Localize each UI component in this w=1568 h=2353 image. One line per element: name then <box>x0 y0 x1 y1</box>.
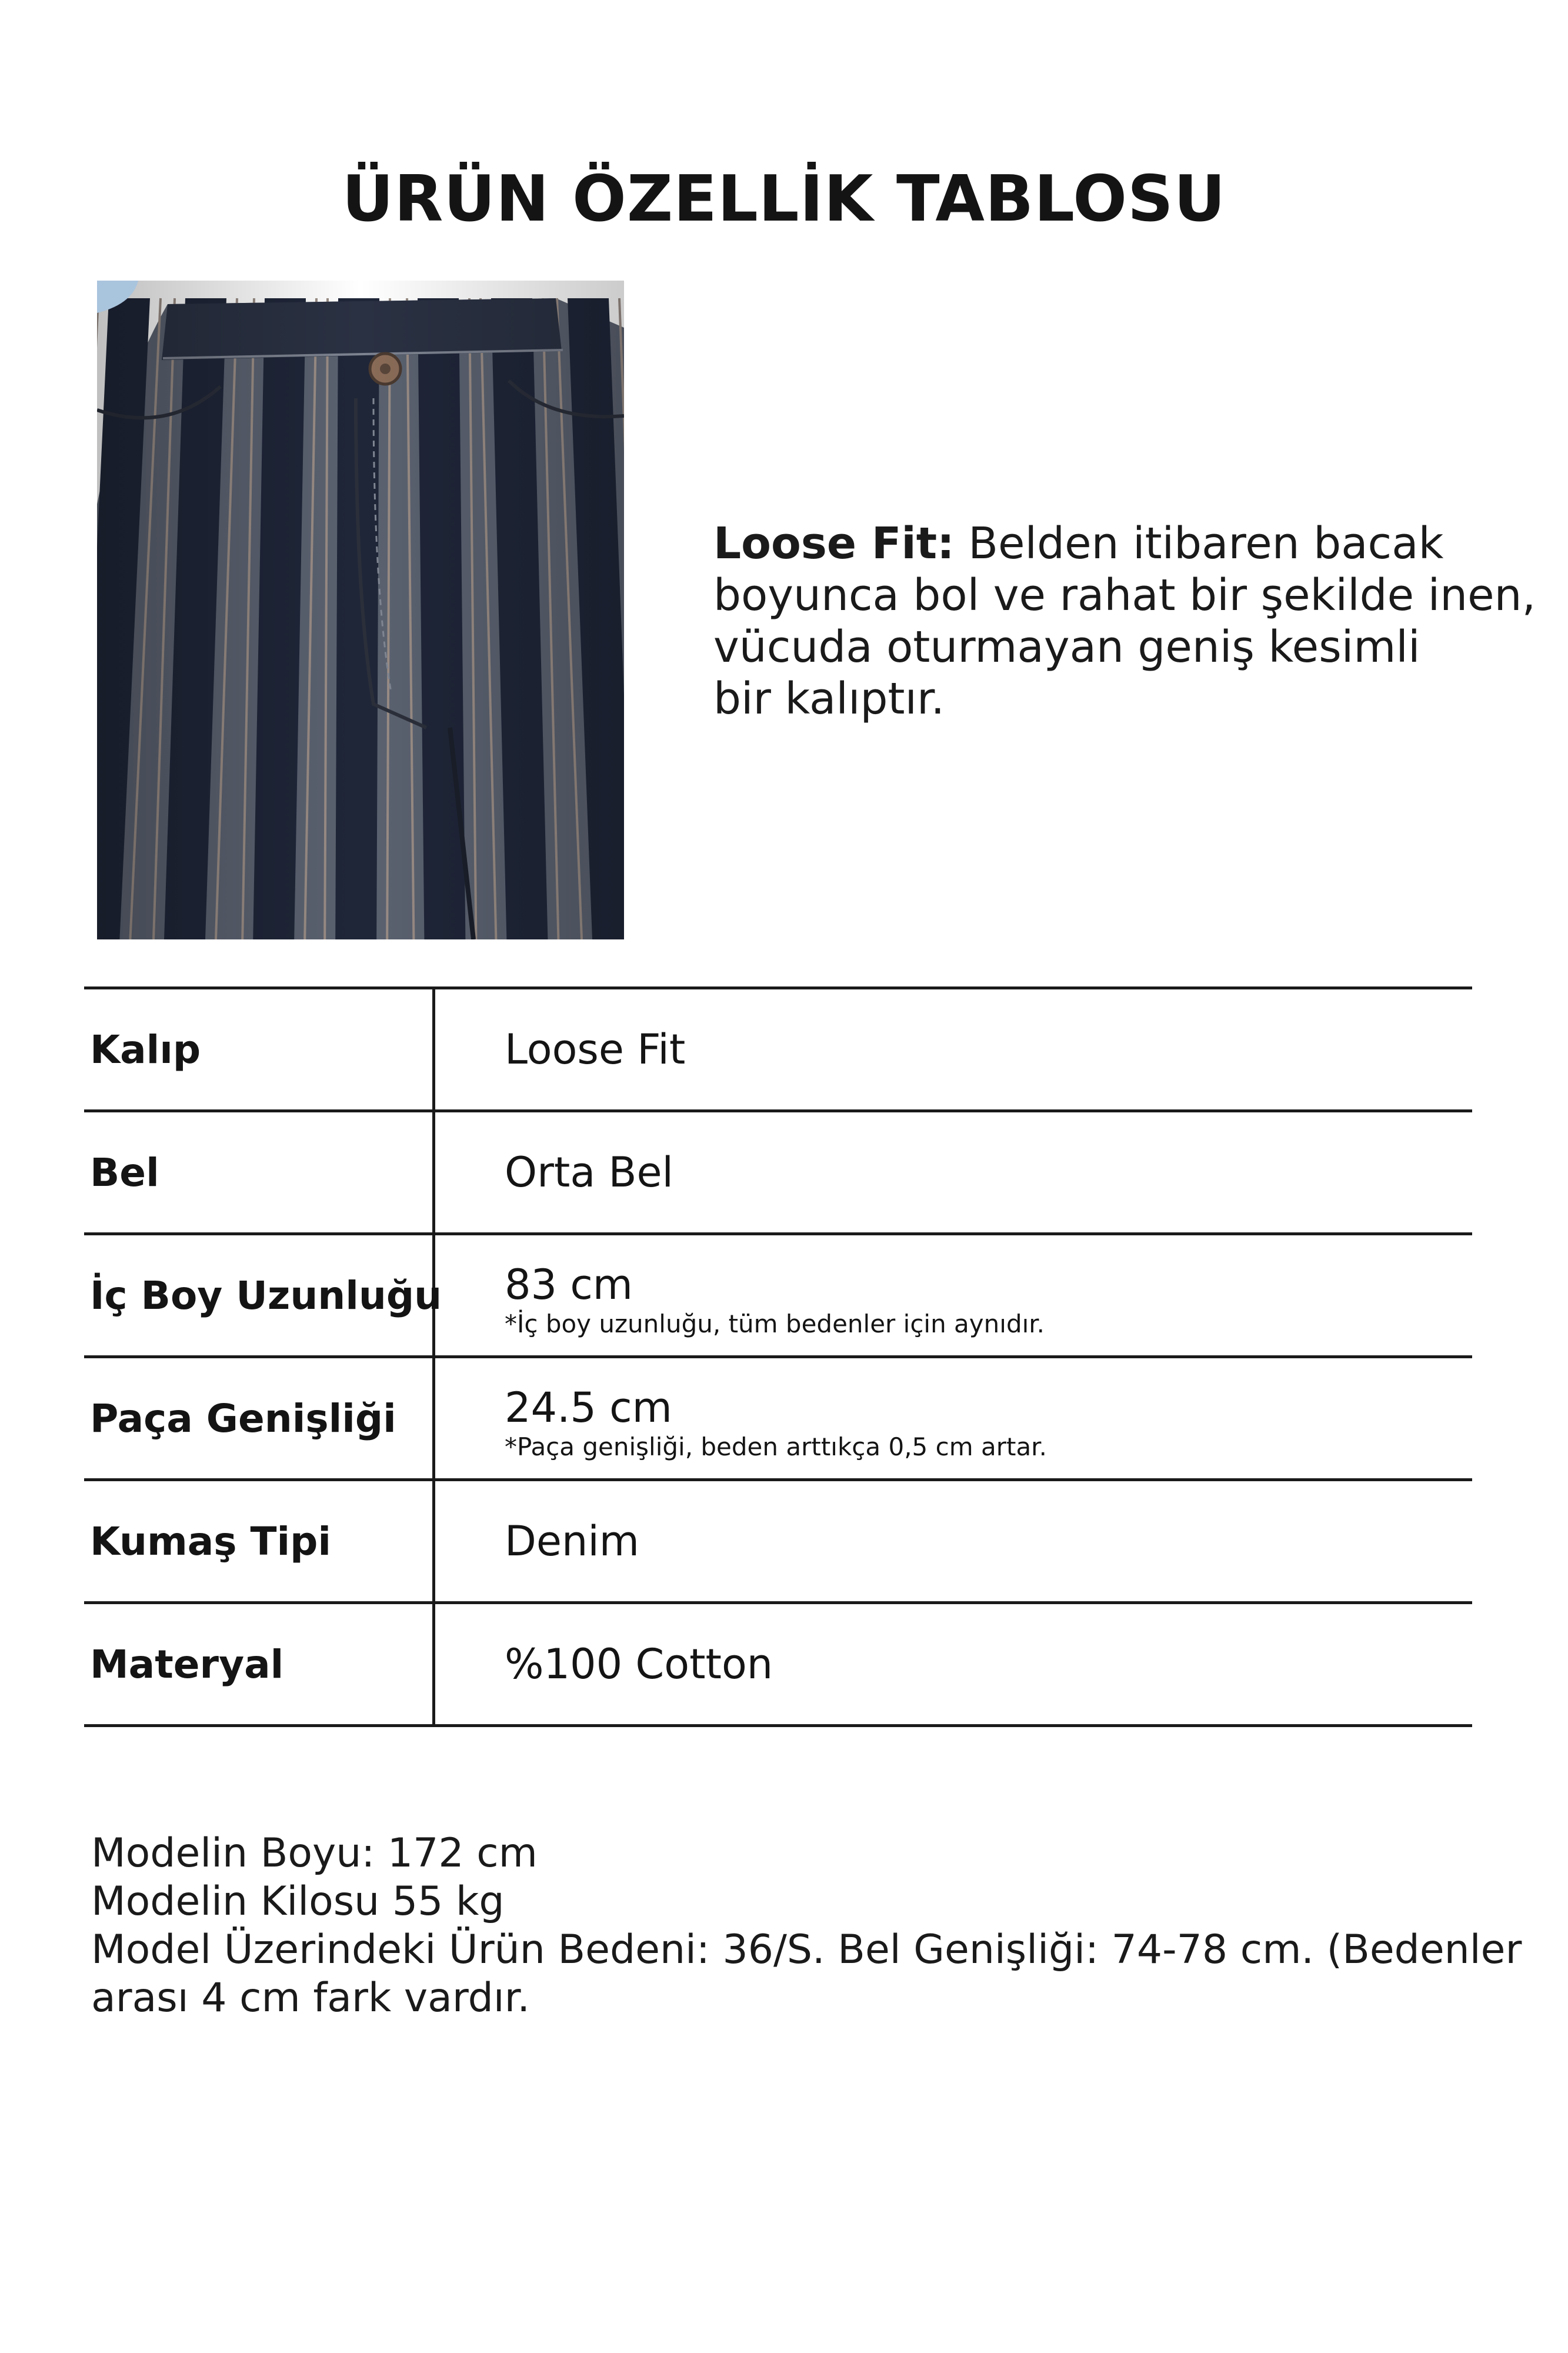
fit-description-line-4: bir kalıptır. <box>713 674 945 724</box>
spec-value-cell <box>505 1358 1047 1478</box>
model-size: Model Üzerindeki Ürün Bedeni: 36/S. Bel Genişliği: 74-78 cm. (Bedenler <box>91 1927 1522 1973</box>
spec-label: İç Boy Uzunluğu <box>90 1272 442 1318</box>
column-divider <box>432 1481 435 1601</box>
spec-value-cell <box>505 1604 773 1724</box>
fit-description-line-1 <box>713 518 1513 569</box>
spec-label: Bel <box>90 1149 159 1195</box>
fit-description-line-3: vücuda oturmayan geniş kesimli <box>713 622 1420 672</box>
spec-value: Orta Bel <box>505 1148 674 1197</box>
spec-row-fabric <box>84 1478 1472 1601</box>
spec-note: *İç boy uzunluğu, tüm bedenler için aynıdır. <box>505 1309 1045 1338</box>
page-title: ÜRÜN ÖZELLİK TABLOSU <box>342 162 1226 236</box>
spec-note: *Paça genişliği, beden arttıkça 0,5 cm artar. <box>505 1432 1047 1461</box>
model-info <box>91 1829 1522 2022</box>
spec-value-cell <box>505 1112 673 1232</box>
spec-table <box>84 986 1472 1727</box>
spec-row-material <box>84 1601 1472 1727</box>
model-weight: Modelin Kilosu 55 kg <box>91 1878 505 1925</box>
spec-label: Materyal <box>90 1641 284 1687</box>
column-divider <box>432 989 435 1109</box>
spec-value-cell <box>505 1481 639 1601</box>
fit-description-line-2: boyunca bol ve rahat bir şekilde inen, <box>713 570 1536 621</box>
fit-description-text-1: Belden itibaren bacak <box>954 518 1444 569</box>
model-height: Modelin Boyu: 172 cm <box>91 1830 538 1877</box>
product-photo <box>97 281 624 939</box>
striped-jeans-image <box>97 281 624 939</box>
spec-value-cell <box>505 1235 1045 1355</box>
spec-value: Loose Fit <box>505 1025 686 1074</box>
spec-row-fit <box>84 986 1472 1109</box>
spec-row-leg-opening <box>84 1355 1472 1478</box>
spec-value: %100 Cotton <box>505 1640 773 1688</box>
spec-value: 24.5 cm <box>505 1384 672 1432</box>
spec-label: Paça Genişliği <box>90 1395 396 1441</box>
spec-row-inseam <box>84 1232 1472 1355</box>
model-size-note: arası 4 cm fark vardır. <box>91 1975 530 2021</box>
spec-value-cell <box>505 989 685 1109</box>
spec-value: 83 cm <box>505 1261 633 1309</box>
column-divider <box>432 1604 435 1724</box>
spec-row-waist <box>84 1109 1472 1232</box>
fit-description <box>713 518 1536 725</box>
spec-label: Kumaş Tipi <box>90 1518 332 1564</box>
column-divider <box>432 1358 435 1478</box>
spec-value: Denim <box>505 1517 639 1565</box>
spec-label: Kalıp <box>90 1026 201 1072</box>
column-divider <box>432 1112 435 1232</box>
fit-term: Loose Fit: <box>713 518 955 569</box>
